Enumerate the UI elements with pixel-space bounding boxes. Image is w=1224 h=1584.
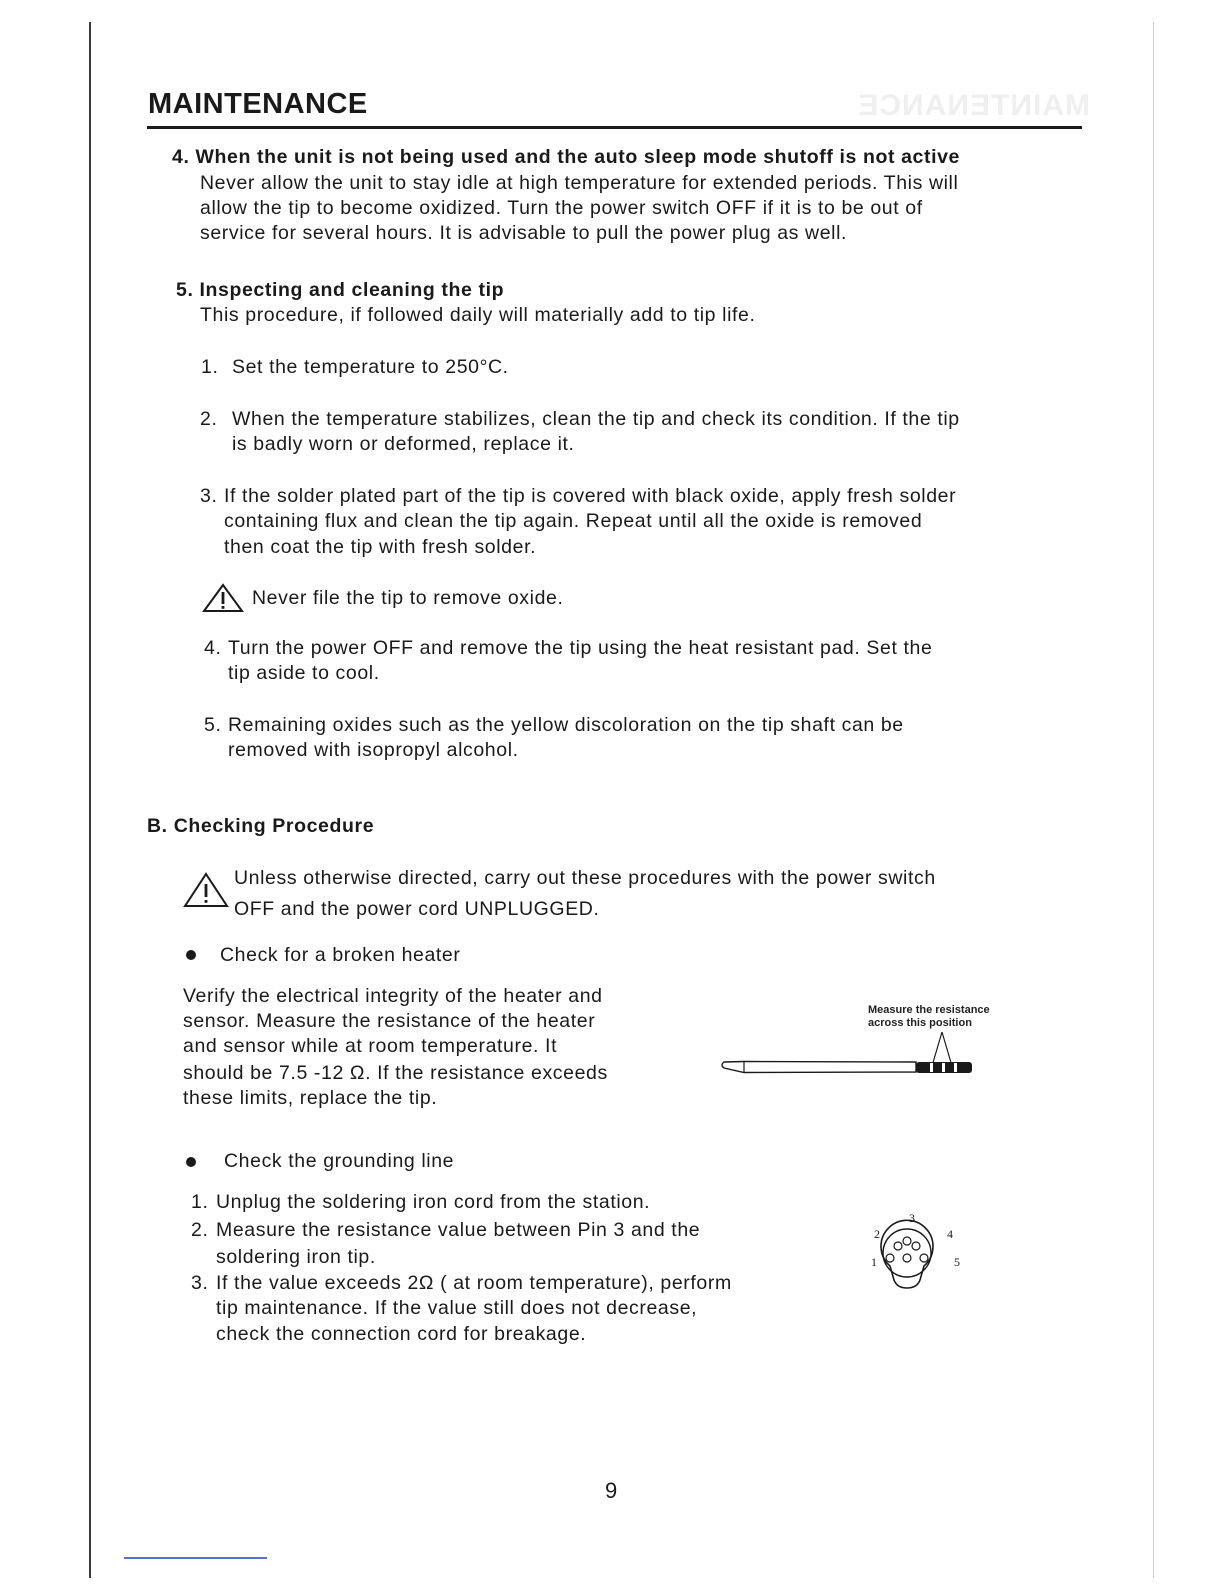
step-text: Set the temperature to 250°C.	[232, 356, 509, 378]
step-number: 3.	[200, 485, 218, 507]
pin-label: 1	[871, 1255, 877, 1269]
heater-line-1: Verify the electrical integrity of the heater and	[183, 985, 603, 1007]
grounding-bullet-label: Check the grounding line	[224, 1150, 455, 1172]
step-number: 2.	[191, 1219, 209, 1241]
section5-warning: Never file the tip to remove oxide.	[252, 587, 564, 609]
pin-label: 3	[909, 1211, 915, 1225]
bleed-through: MAINTENANCE	[857, 90, 1090, 122]
figure-caption-line-1: Measure the resistance	[868, 1004, 990, 1016]
heater-bullet-label: Check for a broken heater	[220, 944, 461, 966]
heater-line-5: these limits, replace the tip.	[183, 1087, 438, 1109]
bullet	[186, 1157, 196, 1167]
soldering-tip-figure	[716, 1028, 976, 1078]
sectionB-warning-line-2: OFF and the power cord UNPLUGGED.	[234, 898, 600, 920]
figure-caption-line-2: across this position	[868, 1017, 972, 1029]
connector-pin-diagram	[862, 1208, 972, 1308]
step-text: containing flux and clean the tip again. Repeat until all the oxide is removed	[224, 510, 923, 532]
heater-line-4: should be 7.5 -12 Ω. If the resistance exceeds	[183, 1062, 608, 1084]
step-number: 5.	[204, 714, 222, 736]
section4-line-1: Never allow the unit to stay idle at high temperature for extended periods. This will	[200, 172, 959, 194]
step-text: is badly worn or deformed, replace it.	[232, 433, 575, 455]
step-number: 1.	[201, 356, 219, 378]
pin-label: 4	[947, 1227, 953, 1241]
section5-intro: This procedure, if followed daily will materially add to tip life.	[200, 304, 756, 326]
step-text: tip maintenance. If the value still does not decrease,	[216, 1297, 698, 1319]
page-number: 9	[605, 1478, 618, 1503]
right-margin-line	[1153, 22, 1154, 1578]
step-text: check the connection cord for breakage.	[216, 1323, 587, 1345]
step-text: When the temperature stabilizes, clean the tip and check its condition. If the tip	[232, 408, 960, 430]
section5-heading: 5. Inspecting and cleaning the tip	[176, 279, 505, 301]
step-text: Remaining oxides such as the yellow discoloration on the tip shaft can be	[228, 714, 904, 736]
step-text: tip aside to cool.	[228, 662, 380, 684]
sectionB-heading: B. Checking Procedure	[147, 815, 375, 837]
step-number: 3.	[191, 1272, 209, 1294]
step-number: 2.	[200, 408, 218, 430]
warning-icon	[183, 872, 229, 910]
left-margin-line	[89, 22, 91, 1578]
step-text: Measure the resistance value between Pin 3 and the	[216, 1219, 701, 1241]
page-title: MAINTENANCE	[148, 88, 368, 120]
step-text: removed with isopropyl alcohol.	[228, 739, 519, 761]
heater-line-3: and sensor while at room temperature. It	[183, 1035, 558, 1057]
sectionB-warning-line-1: Unless otherwise directed, carry out these procedures with the power switch	[234, 867, 936, 889]
pin-label: 2	[874, 1227, 880, 1241]
section4-line-3: service for several hours. It is advisable to pull the power plug as well.	[200, 222, 848, 244]
bullet	[186, 950, 196, 960]
step-text: If the value exceeds 2Ω ( at room temperature), perform	[216, 1272, 732, 1294]
heater-line-2: sensor. Measure the resistance of the heater	[183, 1010, 596, 1032]
step-text: then coat the tip with fresh solder.	[224, 536, 537, 558]
step-number: 4.	[204, 637, 222, 659]
title-rule	[147, 126, 1082, 129]
step-text: If the solder plated part of the tip is covered with black oxide, apply fresh solder	[224, 485, 957, 507]
warning-icon	[202, 583, 244, 613]
step-text: Unplug the soldering iron cord from the station.	[216, 1191, 651, 1213]
pin-label: 5	[954, 1255, 960, 1269]
section4-heading: 4. When the unit is not being used and the auto sleep mode shutoff is not active	[172, 146, 960, 168]
bottom-mark	[124, 1557, 267, 1559]
step-text: Turn the power OFF and remove the tip using the heat resistant pad. Set the	[228, 637, 933, 659]
figure-caption	[868, 1004, 990, 1030]
section4-line-2: allow the tip to become oxidized. Turn the power switch OFF if it is to be out of	[200, 197, 923, 219]
step-number: 1.	[191, 1191, 209, 1213]
step-text: soldering iron tip.	[216, 1246, 376, 1268]
